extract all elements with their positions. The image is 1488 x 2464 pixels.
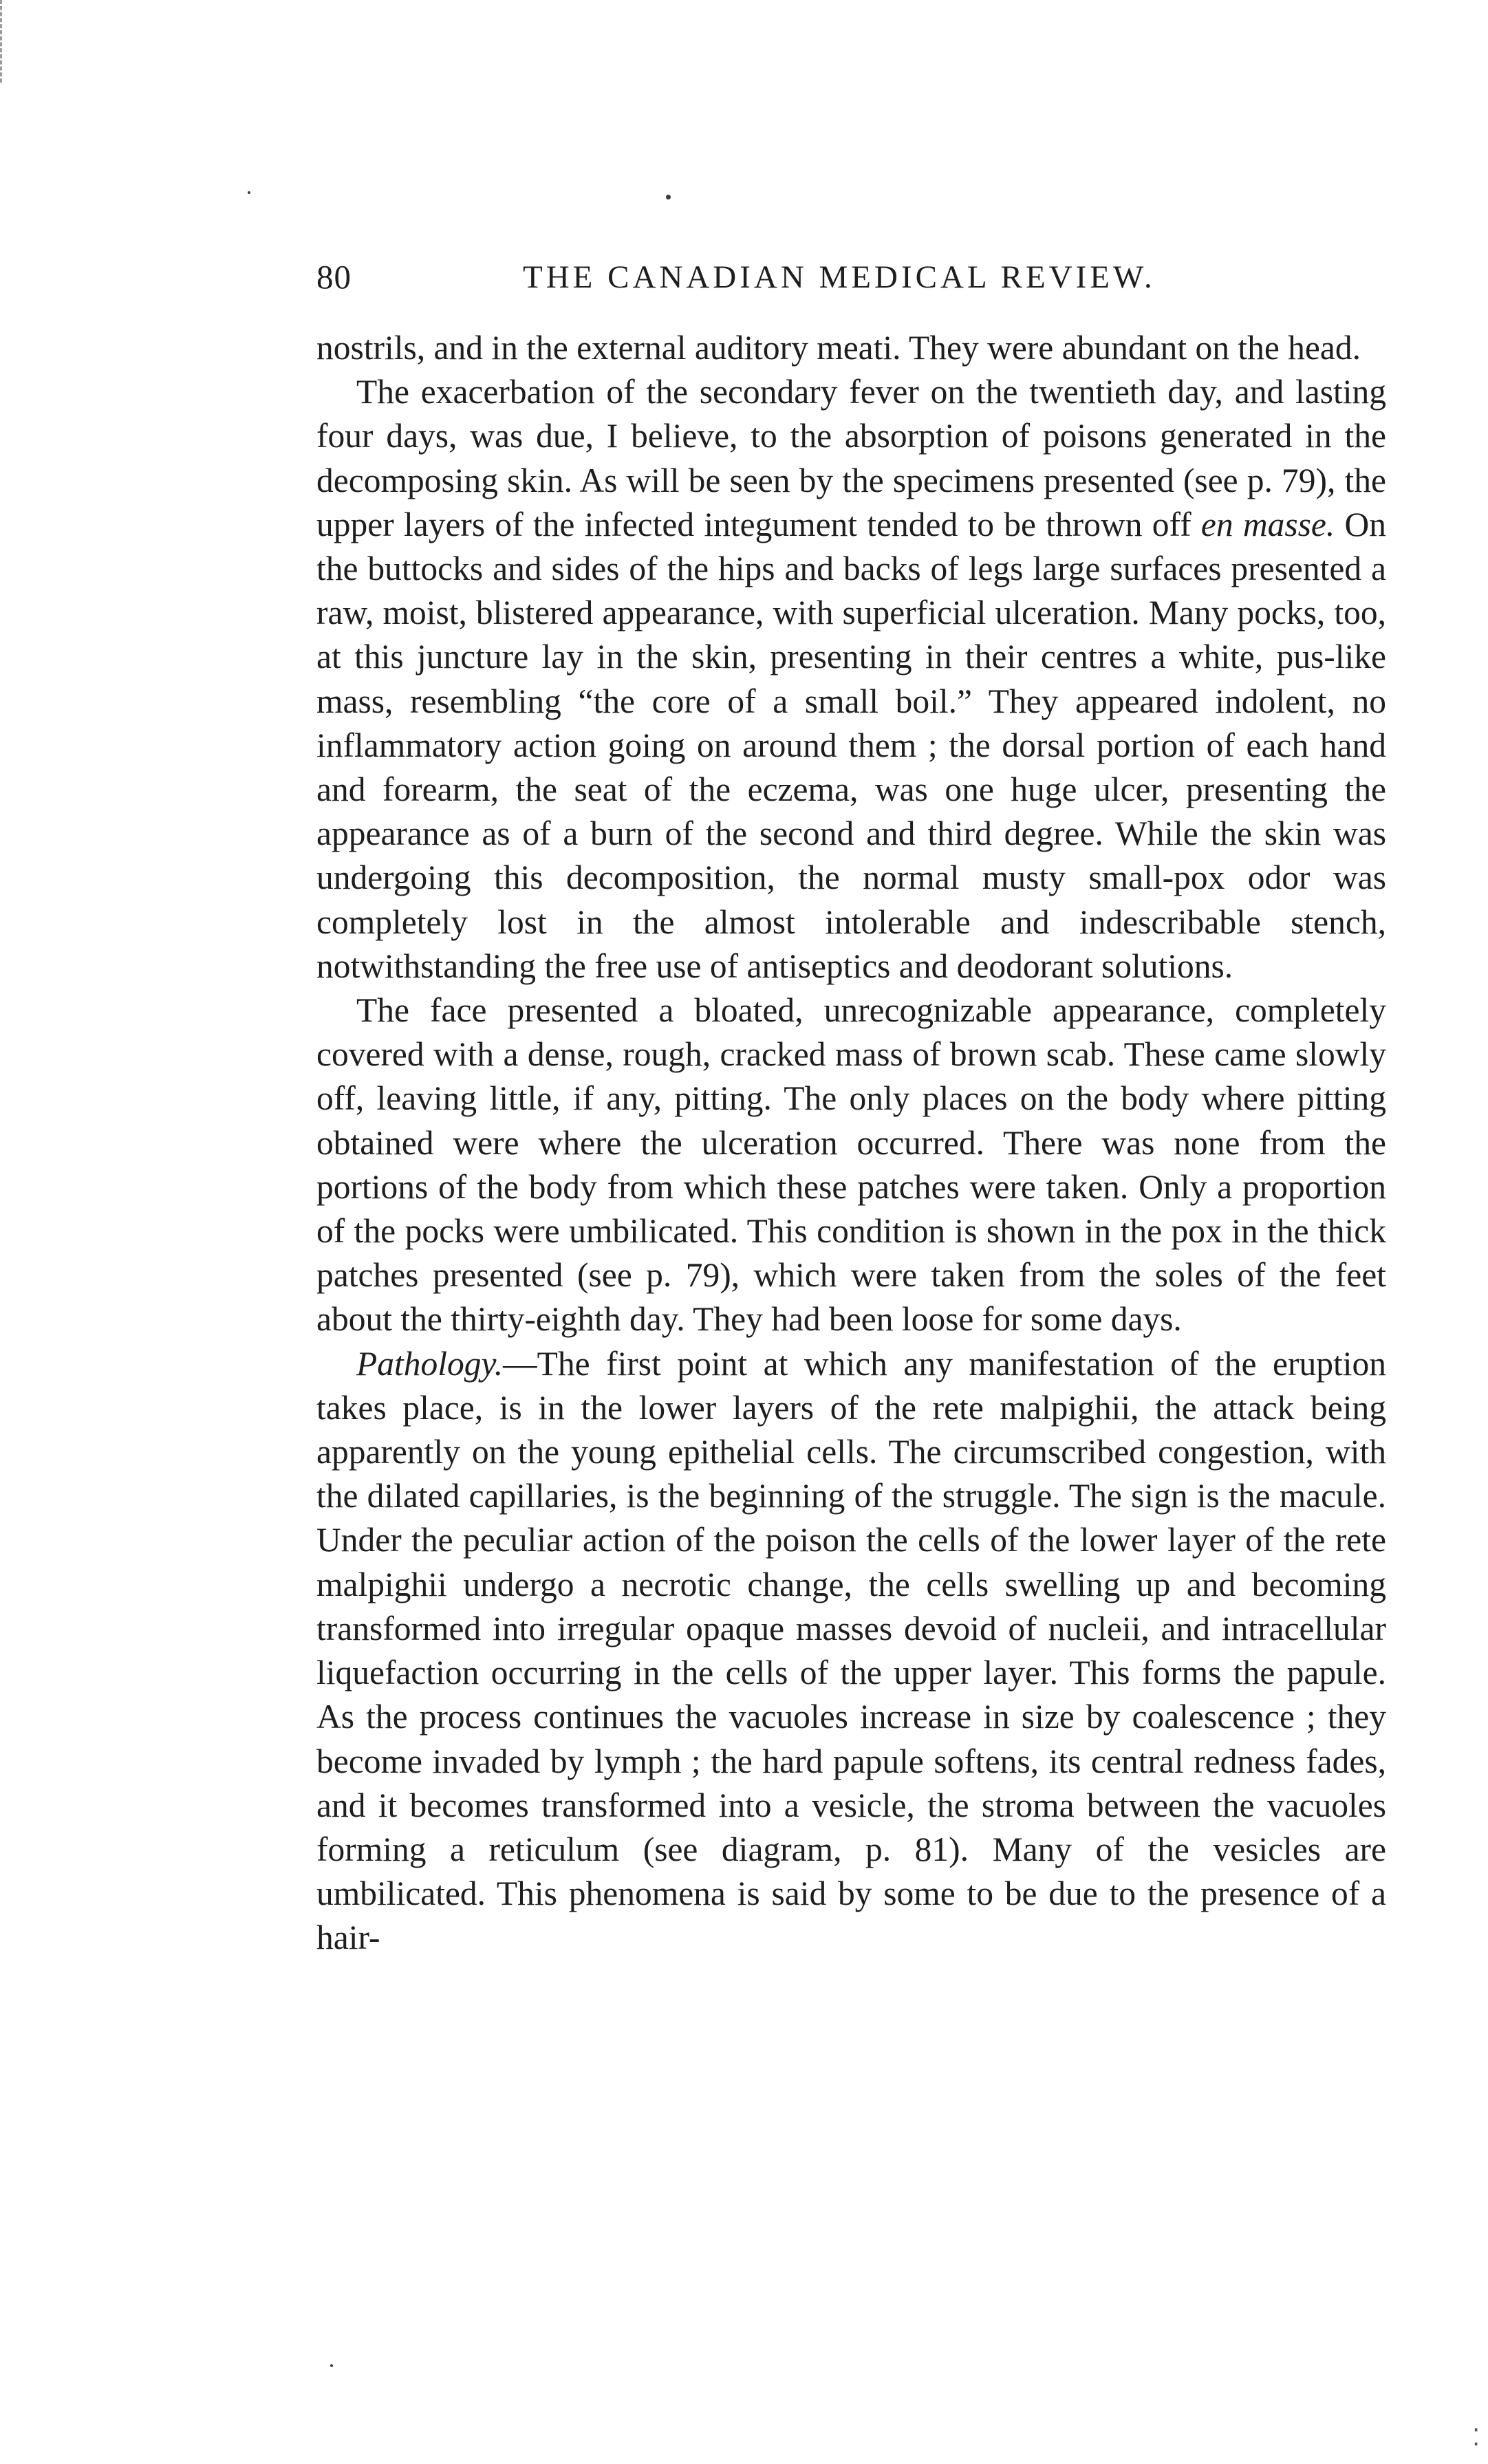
paragraph-4: [316, 1342, 1386, 1960]
article-body: [316, 326, 1386, 1960]
paragraph-text-continued: On the buttocks and sides of the hips and backs of legs large surfaces presented a raw, moist, blistered appearance, with superficial ulceration. Many pocks, too, at this juncture lay in the skin, presenting in their centres a white, pus-like mass, resembling “the core of a small boil.” They appeared indolent, no inflammatory action going on around them ; the dorsal portion of each hand and forearm, the seat of the eczema, was one huge ulcer, presenting the appearance as of a burn of the second and third degree. While the skin was undergoing this decomposition, the normal musty small-pox odor was completely lost in the almost intolerable and indescribable stench, notwithstanding the free use of antiseptics and deodorant solutions.: [316, 505, 1386, 985]
running-title: THE CANADIAN MEDICAL REVIEW.: [523, 259, 1156, 295]
paragraph-3: [316, 988, 1386, 1342]
scan-edge-marks: [0, 0, 8, 83]
page-number: 80: [316, 258, 352, 296]
ink-speck: [330, 2364, 333, 2367]
ink-speck: [248, 191, 250, 194]
italic-phrase: en masse.: [1200, 505, 1335, 543]
paragraph-text: The exacerbation of the secondary fever on the twentieth day, and lasting four days, was due, I believe, to the absorption of poisons generated in the decomposing skin. As will be seen by the specimens presented (see p. 79), the upper layers of the infected integument tended to be thrown off: [316, 373, 1386, 543]
page-header: [316, 253, 1390, 301]
paragraph-text: —The first point at which any manifestation of the eruption takes place, is in the lower layers of the rete malpighii, the attack being apparently on the young epithelial cells. The circumscribed congestion, with the dilated capillaries, is the beginning of the struggle. The sign is the macule. Under the peculiar action of the poison the cells of the lower layer of the rete malpighii undergo a necrotic change, the cells swelling up and becoming transformed into irregular opaque masses devoid of nucleii, and intracellular liquefaction occurring in the cells of the upper layer. This forms the papule. As the process continues the vacuoles increase in size by coalescence ; they become invaded by lymph ; the hard papule softens, its central redness fades, and it becomes transformed into a vesicle, the stroma between the vacuoles forming a reticulum (see diagram, p. 81). Many of the vesicles are umbilicated. This phenomena is said by some to be due to the presence of a hair-: [316, 1344, 1386, 1957]
paragraph-text: nostrils, and in the external auditory meati. They were abundant on the head.: [316, 329, 1361, 367]
paragraph-1: [316, 326, 1386, 370]
ink-speck: [666, 195, 671, 199]
paragraph-text: The face presented a bloated, unrecognizable appearance, completely covered with a dense, rough, cracked mass of brown scab. These came slowly off, leaving little, if any, pitting. The only places on the body where pitting obtained were where the ulceration occurred. There was none from the portions of the body from which these patches were taken. Only a proportion of the pocks were umbilicated. This condition is shown in the pox in the thick patches presented (see p. 79), which were taken from the soles of the feet about the thirty-eighth day. They had been loose for some days.: [316, 991, 1386, 1339]
corner-scan-mark: ⁚: [1472, 2424, 1480, 2452]
section-heading-pathology: Pathology.: [356, 1344, 504, 1383]
paragraph-2: [316, 370, 1386, 988]
